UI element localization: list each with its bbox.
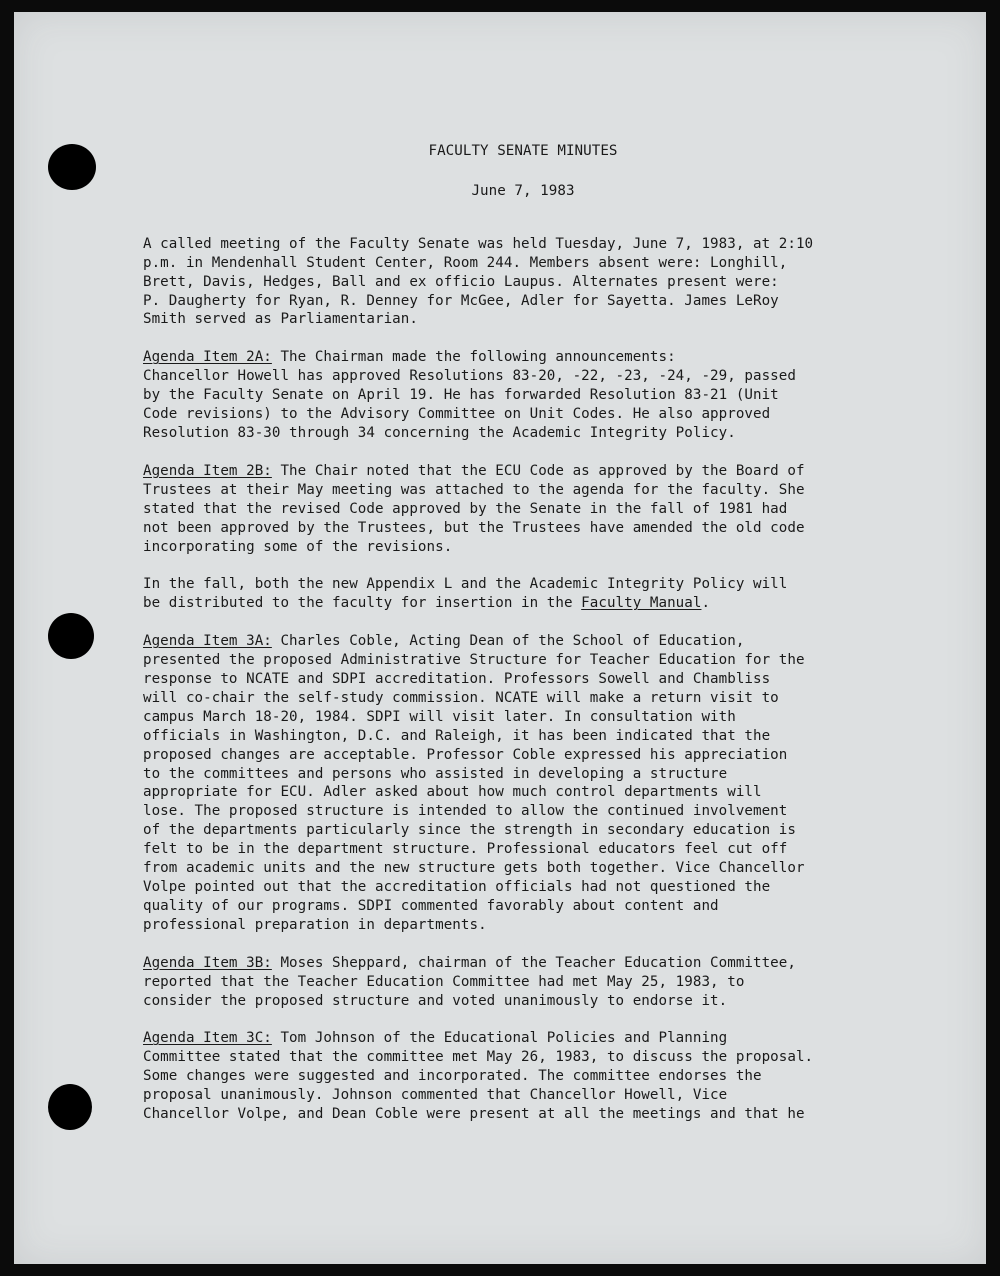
text-line <box>143 651 883 670</box>
text-line <box>143 821 883 840</box>
line-text: reported that the Teacher Education Committee had met May 25, 1983, to <box>143 973 745 990</box>
punch-hole <box>48 613 94 659</box>
text-line <box>143 575 883 594</box>
line-text: not been approved by the Trustees, but the Trustees have amended the old code <box>143 519 805 536</box>
text-line <box>143 386 883 405</box>
text-line <box>143 405 883 424</box>
text-line <box>143 500 883 519</box>
line-text: incorporating some of the revisions. <box>143 538 453 555</box>
punch-hole <box>48 144 96 190</box>
text-line <box>143 481 883 500</box>
text-line <box>143 1029 883 1048</box>
underlined-heading: Agenda Item 2B: <box>143 462 272 479</box>
text-line <box>143 765 883 784</box>
text-line <box>143 519 883 538</box>
text-line <box>143 954 883 973</box>
text-line <box>143 632 883 651</box>
text-line <box>143 235 883 254</box>
line-text: of the departments particularly since the strength in secondary education is <box>143 822 796 839</box>
text-line <box>143 273 883 292</box>
line-text: by the Faculty Senate on April 19. He has forwarded Resolution 83-21 (Unit <box>143 387 779 404</box>
text-line <box>143 708 883 727</box>
line-text: . <box>701 595 711 612</box>
line-text: Charles Coble, Acting Dean of the School of Education, <box>271 633 745 650</box>
paragraph <box>143 954 883 1011</box>
line-text: officials in Washington, D.C. and Raleigh, it has been indicated that the <box>143 727 771 744</box>
text-line <box>143 727 883 746</box>
line-text: Resolution 83-30 through 34 concerning the Academic Integrity Policy. <box>143 424 736 441</box>
text-line <box>143 348 883 367</box>
text-line <box>143 746 883 765</box>
line-text: Chancellor Volpe, and Dean Coble were present at all the meetings and that he <box>143 1106 805 1123</box>
line-text: proposal unanimously. Johnson commented that Chancellor Howell, Vice <box>143 1087 728 1104</box>
minutes-paragraphs <box>143 235 883 1124</box>
underlined-heading: Agenda Item 3A: <box>143 633 272 650</box>
line-text: professional preparation in departments. <box>143 916 487 933</box>
text-line <box>143 973 883 992</box>
underlined-heading: Agenda Item 3B: <box>143 954 272 971</box>
paragraph <box>143 1029 883 1124</box>
text-line <box>143 1048 883 1067</box>
line-text: consider the proposed structure and voted unanimously to endorse it. <box>143 992 728 1009</box>
text-line <box>143 783 883 802</box>
line-text: The Chair noted that the ECU Code as approved by the Board of <box>271 462 805 479</box>
text-line <box>143 992 883 1011</box>
text-line <box>143 840 883 859</box>
line-text: Brett, Davis, Hedges, Ball and ex officio Laupus. Alternates present were: <box>143 273 779 290</box>
text-line <box>143 310 883 329</box>
text-line <box>143 367 883 386</box>
line-text: felt to be in the department structure. Professional educators feel cut off <box>143 841 788 858</box>
meeting-date: June 7, 1983 <box>471 182 575 199</box>
line-text: campus March 18-20, 1984. SDPI will visit later. In consultation with <box>143 708 736 725</box>
text-line <box>143 897 883 916</box>
line-text: lose. The proposed structure is intended to allow the continued involvement <box>143 803 788 820</box>
text-line <box>143 1086 883 1105</box>
text-line <box>143 538 883 557</box>
underlined-heading: Agenda Item 2A: <box>143 349 272 366</box>
text-line <box>143 594 883 613</box>
text-line <box>143 802 883 821</box>
line-text: A called meeting of the Faculty Senate was held Tuesday, June 7, 1983, at 2:10 <box>143 235 814 252</box>
line-text: Volpe pointed out that the accreditation officials had not questioned the <box>143 879 771 895</box>
line-text: Tom Johnson of the Educational Policies and Planning <box>271 1030 728 1047</box>
line-text: be distributed to the faculty for insertion in the <box>143 595 582 612</box>
text-line <box>143 254 883 273</box>
line-text: proposed changes are acceptable. Professor Coble expressed his appreciation <box>143 746 788 763</box>
line-text: quality of our programs. SDPI commented favorably about content and <box>143 897 719 914</box>
line-text: P. Daugherty for Ryan, R. Denney for McGee, Adler for Sayetta. James LeRoy <box>143 292 779 309</box>
line-text: Chancellor Howell has approved Resolutions 83-20, -22, -23, -24, -29, passed <box>143 368 796 385</box>
underlined-heading: Faculty Manual <box>581 595 702 612</box>
line-text: response to NCATE and SDPI accreditation. Professors Sowell and Chambliss <box>143 671 771 688</box>
punch-hole <box>48 1084 92 1130</box>
line-text: Moses Sheppard, chairman of the Teacher Education Committee, <box>271 954 796 971</box>
text-line <box>143 689 883 708</box>
paragraph <box>143 575 883 613</box>
line-text: p.m. in Mendenhall Student Center, Room 244. Members absent were: Longhill, <box>143 254 788 271</box>
text-line <box>143 424 883 443</box>
line-text: Committee stated that the committee met May 26, 1983, to discuss the proposal. <box>143 1049 814 1066</box>
paragraph <box>143 235 883 330</box>
line-text: will co-chair the self-study commission. NCATE will make a return visit to <box>143 689 779 706</box>
minutes-body <box>143 142 883 1124</box>
line-text: presented the proposed Administrative Structure for Teacher Education for the <box>143 652 805 669</box>
line-text: Smith served as Parliamentarian. <box>143 311 418 328</box>
text-line <box>143 462 883 481</box>
line-text: The Chairman made the following announcements: <box>271 349 676 366</box>
paragraph <box>143 348 883 443</box>
line-text: In the fall, both the new Appendix L and the Academic Integrity Policy will <box>143 576 788 593</box>
paragraph <box>143 632 883 935</box>
text-line <box>143 916 883 935</box>
line-text: Code revisions) to the Advisory Committee on Unit Codes. He also approved <box>143 406 771 423</box>
text-line <box>143 859 883 878</box>
text-line <box>143 1105 883 1124</box>
line-text: to the committees and persons who assisted in developing a structure <box>143 765 728 782</box>
line-text: stated that the revised Code approved by the Senate in the fall of 1981 had <box>143 500 788 517</box>
text-line <box>143 292 883 311</box>
line-text: from academic units and the new structure gets both together. Vice Chancellor <box>143 860 805 877</box>
document-title: FACULTY SENATE MINUTES <box>428 143 618 159</box>
text-line <box>143 1067 883 1086</box>
line-text: Trustees at their May meeting was attached to the agenda for the faculty. She <box>143 481 805 498</box>
underlined-heading: Agenda Item 3C: <box>143 1030 272 1047</box>
line-text: appropriate for ECU. Adler asked about how much control departments will <box>143 784 762 801</box>
paragraph <box>143 462 883 557</box>
text-line <box>143 878 883 897</box>
text-line <box>143 670 883 689</box>
line-text: Some changes were suggested and incorporated. The committee endorses the <box>143 1068 762 1085</box>
